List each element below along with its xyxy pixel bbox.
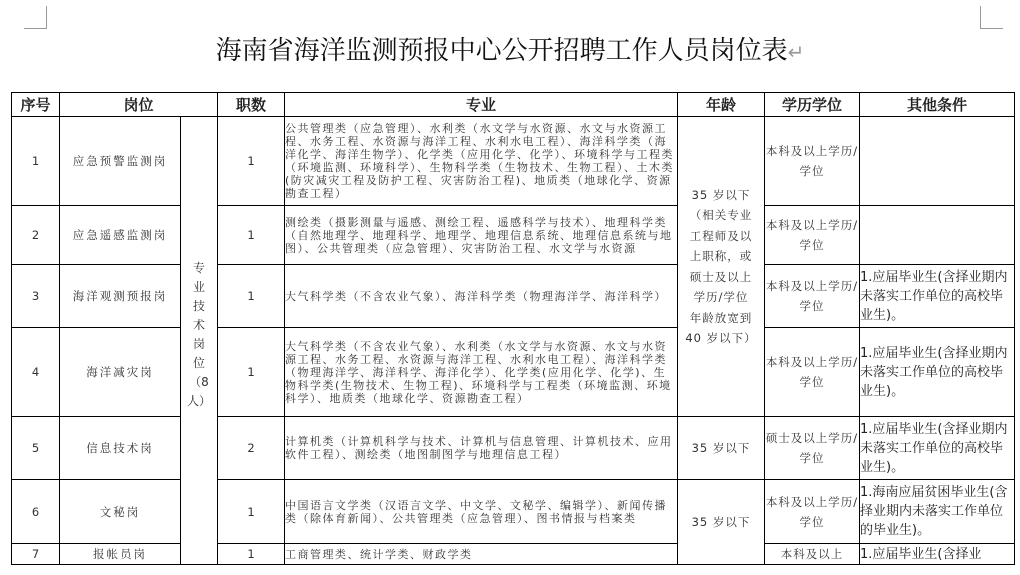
cell-seq: 7 bbox=[12, 544, 60, 565]
cell-count: 1 bbox=[218, 328, 285, 417]
age-line: （相关专业 bbox=[689, 208, 753, 222]
age-line: 硕士及以上 bbox=[689, 269, 753, 284]
header-other: 其他条件 bbox=[860, 93, 1015, 117]
category-char: 位 bbox=[192, 356, 205, 370]
cell-education: 硕士及以上学历/学位 bbox=[765, 417, 860, 480]
header-position: 岗位 bbox=[60, 93, 218, 117]
header-education: 学历学位 bbox=[765, 93, 860, 117]
age-line: 上职称，或 bbox=[689, 249, 753, 263]
cell-position: 文秘岗 bbox=[60, 480, 181, 544]
cell-other: 1.应届毕业生(含择业期内未落实工作单位的高校毕业生)。 bbox=[860, 417, 1015, 480]
cell-major: 大气科学类（不含农业气象）、海洋科学类（物理海洋学、海洋科学） bbox=[285, 265, 678, 328]
category-char: 专 bbox=[192, 261, 205, 275]
cell-education: 本科及以上学历/学位 bbox=[765, 328, 860, 417]
cell-seq: 6 bbox=[12, 480, 60, 544]
cell-major: 工商管理类、统计学类、财政学类 bbox=[285, 544, 678, 565]
cell-other bbox=[860, 206, 1015, 265]
table-row bbox=[12, 265, 1015, 328]
age-line: 学历/学位 bbox=[693, 290, 749, 304]
cell-major: 计算机类（计算机科学与技术、计算机与信息管理、计算机技术、应用软件工程）、测绘类（地图制图学与地理信息工程） bbox=[285, 417, 678, 480]
age-line: 35 岁以下 bbox=[691, 187, 751, 202]
page-corner-mark-top-right bbox=[980, 6, 1003, 29]
cell-education: 本科及以上学历/学位 bbox=[765, 265, 860, 328]
header-major: 专业 bbox=[285, 93, 678, 117]
cell-other: 1.应届毕业生(含择业 bbox=[860, 544, 1015, 565]
cell-major: 公共管理类（应急管理）、水利类（水文学与水资源、水文与水资源工程、水务工程、水资源与海洋工程、水利水电工程）、海洋科学类（海洋化学、海洋生物学）、化学类（应用化学、化学）、环境科学与工程类（环境监测、环境科学）、生物科学类（生物技术、生物工程）、土木类(防灾减灾工程及防护工程、灾害防治工程)、地质类（地球化学、资源勘查工程） bbox=[285, 117, 678, 206]
cell-education: 本科及以上学历/学位 bbox=[765, 480, 860, 544]
cell-position: 海洋观测预报岗 bbox=[60, 265, 181, 328]
cell-position: 海洋减灾岗 bbox=[60, 328, 181, 417]
paragraph-mark-icon: ↵ bbox=[787, 40, 805, 64]
table-row bbox=[12, 417, 1015, 480]
cell-position: 应急预警监测岗 bbox=[60, 117, 181, 206]
table-row bbox=[12, 206, 1015, 265]
cell-other: 1.应届毕业生(含择业期内未落实工作单位的高校毕业生)。 bbox=[860, 265, 1015, 328]
category-char: 人） bbox=[186, 394, 211, 408]
page-title bbox=[0, 30, 1020, 67]
cell-education: 本科及以上 bbox=[765, 544, 860, 565]
cell-category-group bbox=[181, 117, 218, 565]
cell-seq: 3 bbox=[12, 265, 60, 328]
table-row bbox=[12, 117, 1015, 206]
cell-other: 1.海南应届贫困毕业生(含择业期内未落实工作单位的毕业生)。 bbox=[860, 480, 1015, 544]
category-char: 技 bbox=[192, 299, 205, 313]
header-seq: 序号 bbox=[12, 93, 60, 117]
job-positions-table bbox=[11, 92, 1015, 565]
cell-education: 本科及以上学历/学位 bbox=[765, 206, 860, 265]
cell-count: 1 bbox=[218, 117, 285, 206]
cell-count: 1 bbox=[218, 480, 285, 544]
cell-seq: 1 bbox=[12, 117, 60, 206]
age-line: 40 岁以下） bbox=[685, 331, 757, 345]
table-row bbox=[12, 480, 1015, 544]
cell-position: 报帐员岗 bbox=[60, 544, 181, 565]
cell-major: 中国语言文学类（汉语言文学、中文学、文秘学、编辑学）、新闻传播类（除体育新闻）、公共管理类（应急管理）、图书情报与档案类 bbox=[285, 480, 678, 544]
cell-seq: 2 bbox=[12, 206, 60, 265]
page-corner-mark-top-left bbox=[24, 6, 47, 29]
category-char: （8 bbox=[189, 375, 209, 389]
cell-count: 1 bbox=[218, 206, 285, 265]
age-line: 年龄放宽到 bbox=[689, 310, 753, 325]
age-line: 工程师及以 bbox=[689, 228, 753, 243]
cell-age-group-2: 35 岁以下 bbox=[678, 480, 765, 565]
table-header-row bbox=[12, 93, 1015, 117]
header-age: 年龄 bbox=[678, 93, 765, 117]
cell-other bbox=[860, 117, 1015, 206]
cell-education: 本科及以上学历/学位 bbox=[765, 117, 860, 206]
category-char: 业 bbox=[192, 280, 205, 294]
cell-age: 35 岁以下 bbox=[678, 417, 765, 480]
table-row bbox=[12, 328, 1015, 417]
header-count: 职数 bbox=[218, 93, 285, 117]
category-char: 岗 bbox=[192, 337, 205, 351]
cell-position: 信息技术岗 bbox=[60, 417, 181, 480]
cell-other: 1.应届毕业生(含择业期内未落实工作单位的高校毕业生)。 bbox=[860, 328, 1015, 417]
category-char: 术 bbox=[192, 318, 205, 332]
cell-count: 1 bbox=[218, 265, 285, 328]
cell-seq: 4 bbox=[12, 328, 60, 417]
cell-count: 2 bbox=[218, 417, 285, 480]
cell-count: 1 bbox=[218, 544, 285, 565]
cell-position: 应急遥感监测岗 bbox=[60, 206, 181, 265]
cell-major: 测绘类（摄影测量与遥感、测绘工程、遥感科学与技术）、地理科学类（自然地理学、地理科学、地理学、地理信息系统、地理信息系统与地图）、公共管理类（应急管理）、灾害防治工程、水文学与水资源 bbox=[285, 206, 678, 265]
cell-age-group-1 bbox=[678, 117, 765, 417]
page-title-text: 海南省海洋监测预报中心公开招聘工作人员岗位表 bbox=[215, 36, 788, 66]
table-row bbox=[12, 544, 1015, 565]
cell-major: 大气科学类（不含农业气象）、水利类（水文学与水资源、水文与水资源工程、水务工程、水资源与海洋工程、水利水电工程）、海洋科学类（物理海洋学、海洋科学、海洋化学）、化学类(应用化学、化学)、生物科学类(生物技术、生物工程)、环境科学与工程类（环境监测、环境科学）、地质类（地球化学、资源勘查工程） bbox=[285, 328, 678, 417]
cell-seq: 5 bbox=[12, 417, 60, 480]
